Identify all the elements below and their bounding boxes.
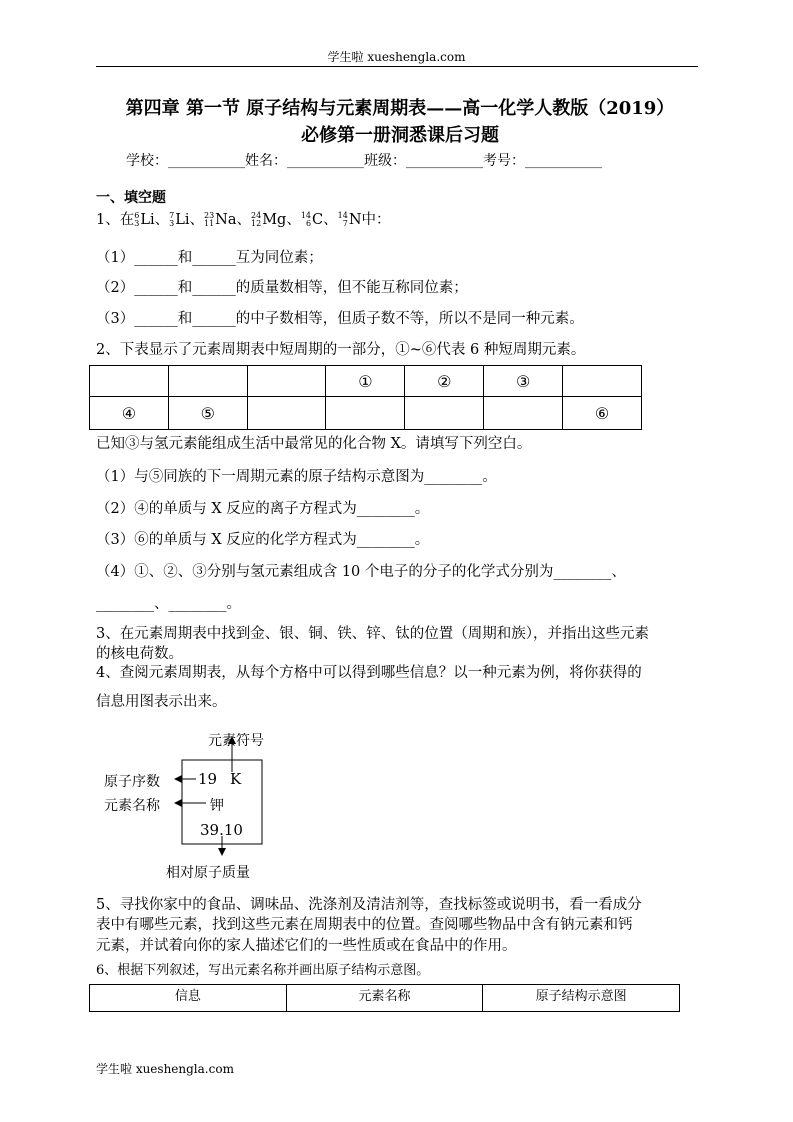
table-cell: ④ <box>90 397 169 430</box>
isotope-numbers: 23 11 <box>203 211 215 228</box>
header-info: 信息 <box>90 985 287 1012</box>
isotope-numbers: 14 7 <box>337 211 348 228</box>
q2-known: 已知③与氢元素能组成生活中最常见的化合物 X。请填写下列空白。 <box>96 436 532 452</box>
table-cell: ② <box>405 366 484 397</box>
table-cell: ③ <box>484 366 563 397</box>
q1-sub2: （2）______和______的质量数相等，但不能互称同位素； <box>96 280 468 296</box>
isotope-list: 6 3Li、7 3Li、23 11Na、24 12Mg、14 6C、14 7N <box>134 211 362 228</box>
element-symbol: K <box>230 770 242 788</box>
element-cell-diagram <box>100 722 300 882</box>
q3-line1: 3、在元素周期表中找到金、银、铜、铁、锌、钛的位置（周期和族），并指出这些元素 <box>96 626 649 642</box>
student-info-line: 学校：___________姓名：___________班级：___________考号：___________ <box>126 153 602 169</box>
table-header-row <box>90 985 680 1012</box>
table-cell: ⑥ <box>563 397 642 430</box>
page-footer: 学生啦 xueshengla.com <box>96 1062 234 1076</box>
table-cell: ⑤ <box>168 397 247 430</box>
periodic-table-fragment <box>89 365 642 430</box>
symbol-label: 元素符号 <box>208 733 264 749</box>
q1-sub3: （3）______和______的中子数相等，但质子数不等，所以不是同一种元素。 <box>96 311 584 327</box>
q1-prefix: 1、在 <box>96 212 135 228</box>
table-cell <box>168 366 247 397</box>
q5-line1: 5、寻找你家中的食品、调味品、洗涤剂及清洁剂等，查找标签或说明书，看一看成分 <box>96 897 642 913</box>
isotope-na-23: 23 11Na <box>203 211 237 228</box>
table-cell <box>247 366 326 397</box>
q2-sub4b: ________、________。 <box>96 596 241 612</box>
table-cell <box>405 397 484 430</box>
isotope-numbers: 24 12 <box>251 211 262 228</box>
q2-sub2: （2）④的单质与 X 反应的离子方程式为________。 <box>96 501 430 517</box>
table-cell <box>326 397 405 430</box>
isotope-numbers: 14 6 <box>300 211 312 228</box>
isotope-numbers: 6 3 <box>134 211 140 228</box>
q2-sub4a: （4）①、②、③分别与氢元素组成含 10 个电子的分子的化学式分别为________、 <box>96 564 626 580</box>
page-title: 第四章 第一节 原子结构与元素周期表——高一化学人教版（2019） <box>125 98 675 119</box>
q1-suffix: 中： <box>361 212 391 228</box>
q2-sub3: （3）⑥的单质与 X 反应的化学方程式为________。 <box>96 532 430 548</box>
isotope-numbers: 7 3 <box>169 211 175 228</box>
q1-sub1: （1）______和______互为同位素； <box>96 250 323 266</box>
q2-sub1: （1）与⑤同族的下一周期元素的原子结构示意图为________。 <box>96 469 497 485</box>
table-cell: ① <box>326 366 405 397</box>
table-cell <box>247 397 326 430</box>
q4-line1: 4、查阅元素周期表，从每个方格中可以得到哪些信息？以一种元素为例，将你获得的 <box>96 665 642 681</box>
q5-line3: 元素，并试着向你的家人描述它们的一些性质或在食品中的作用。 <box>96 938 517 954</box>
page-header: 学生啦 xueshengla.com <box>327 50 466 64</box>
q4-line2: 信息用图表示出来。 <box>96 694 227 710</box>
isotope-li-7: 7 3Li <box>169 211 190 228</box>
atomic-number: 19 <box>198 770 218 788</box>
mass-label: 相对原子质量 <box>166 865 250 881</box>
table-cell <box>563 366 642 397</box>
table-cell <box>484 397 563 430</box>
header-divider <box>96 66 698 67</box>
question-6: 6、根据下列叙述，写出元素名称并画出原子结构示意图。 <box>96 963 430 978</box>
q5-line2: 表中有哪些元素，找到这些元素在周期表中的位置。查阅哪些物品中含有钠元素和钙 <box>96 917 633 933</box>
question-2: 2、下表显示了元素周期表中短周期的一部分，①~⑥代表 6 种短周期元素。 <box>96 342 586 358</box>
isotope-li-6: 6 3Li <box>134 211 155 228</box>
table-cell <box>90 366 169 397</box>
section-heading: 一、填空题 <box>96 190 166 206</box>
q6-table <box>89 984 680 1012</box>
isotope-mg-24: 24 12Mg <box>251 211 287 228</box>
isotope-c-14: 14 6C <box>300 211 324 228</box>
page-subtitle: 必修第一册洞悉课后习题 <box>301 125 499 146</box>
table-row <box>90 397 642 430</box>
element-name: 钾 <box>210 798 224 814</box>
header-element-name: 元素名称 <box>286 985 483 1012</box>
q3-line2: 的核电荷数。 <box>96 646 183 662</box>
atomic-mass: 39.10 <box>200 821 243 839</box>
name-label: 元素名称 <box>104 798 160 814</box>
header-structure-diagram: 原子结构示意图 <box>483 985 680 1012</box>
question-1 <box>96 208 391 229</box>
table-row <box>90 366 642 397</box>
isotope-n-14: 14 7N <box>337 211 362 228</box>
number-label: 原子序数 <box>104 774 160 790</box>
